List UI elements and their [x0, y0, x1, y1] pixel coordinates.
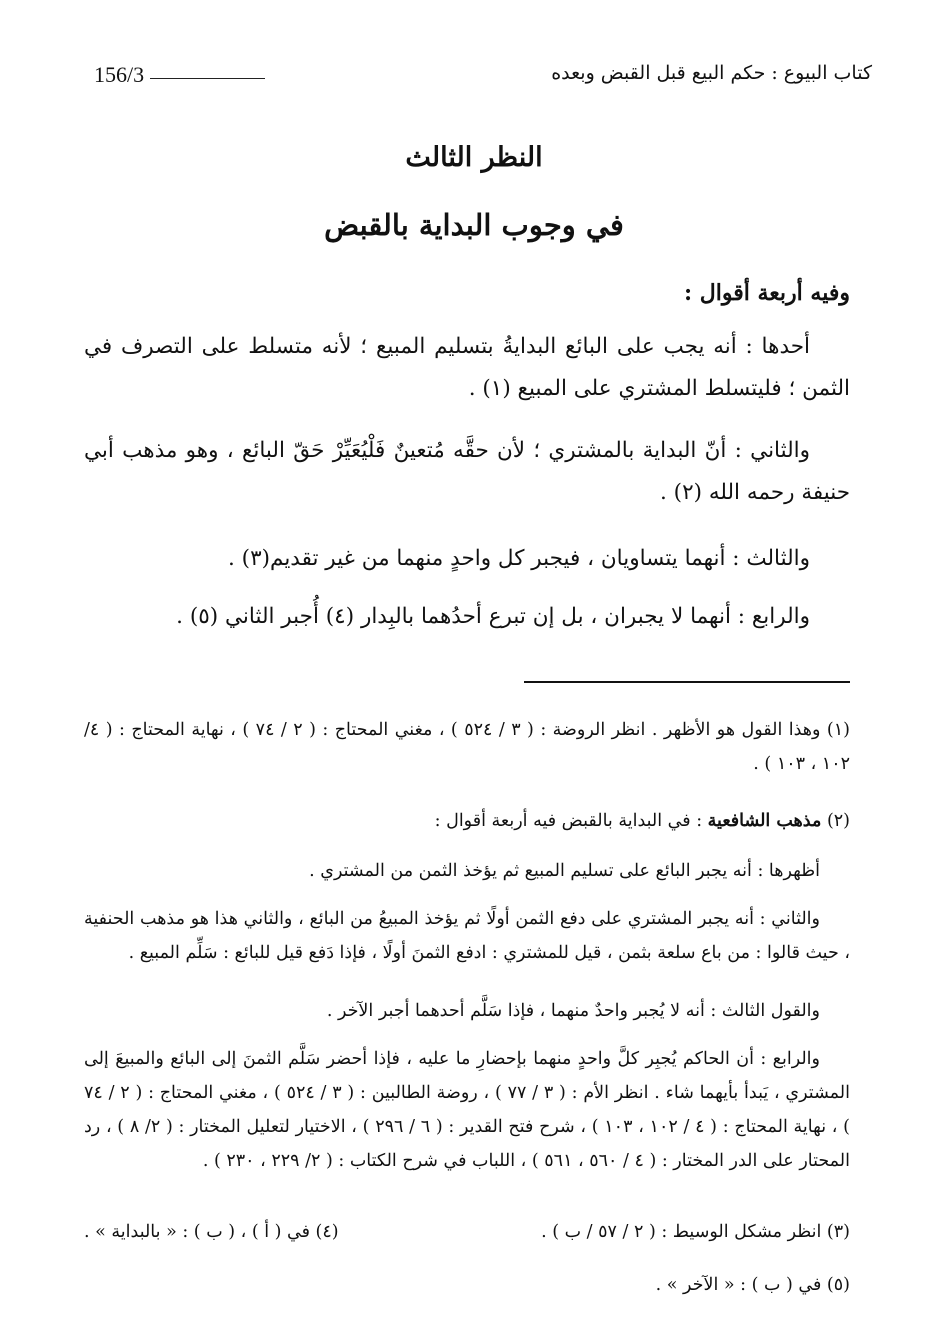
- footnote-5: (٥) في ( ب ) : « الآخر » .: [655, 1275, 850, 1295]
- paragraph-second-opinion: والثاني : أنّ البداية بالمشتري ؛ لأن حقَّه مُتعينٌ فَلْيُعَيِّرْ حَقّ البائع ، وهو مذهب أبي حنيفة رحمه الله (٢) .: [84, 438, 850, 505]
- section-title: النظر الثالث: [405, 142, 543, 173]
- footnote-4: (٤) في ( أ ) ، ( ب ) : « بالبداية » .: [84, 1222, 339, 1242]
- footnote-2-third: والقول الثالث : أنه لا يُجبر واحدٌ منهما ، فإذا سَلَّم أحدهما أجبر الآخر .: [326, 1001, 820, 1021]
- footnote-separator: [524, 681, 850, 683]
- footnote-2-bold: مذهب الشافعية: [707, 811, 822, 831]
- running-title: كتاب البيوع : حكم البيع قبل القبض وبعده: [551, 62, 872, 84]
- footnote-1: (١) وهذا القول هو الأظهر . انظر الروضة : ( ٣ / ٥٢٤ ) ، مغني المحتاج : ( ٢ / ٧٤ ) ، نهاية المحتاج : ( ٤/ ١٠٢ ، ١٠٣ ) .: [84, 720, 850, 774]
- intro-line: وفيه أربعة أقوال :: [683, 280, 850, 306]
- footnote-2-heading: [84, 804, 850, 838]
- footnote-2-second: والثاني : أنه يجبر المشتري على دفع الثمن أولًا ثم يؤخذ المبيعُ من البائع ، والثاني هذا هو مذهب الحنفية ، حيث قالوا : من باع سلعة بثمن ، قيل للمشتري : ادفع الثمنَ أولًا ، فإذا دَفع قيل للبائع : سَلِّم المبيع .: [84, 909, 850, 963]
- paragraph-third-opinion: والثالث : أنهما يتساويان ، فيجبر كل واحدٍ منهما من غير تقديم(٣) .: [228, 546, 810, 571]
- paragraph-first-opinion: أحدها : أنه يجب على البائع البدايةُ بتسليم المبيع ؛ لأنه متسلط على التصرف في الثمن ؛ فليتسلط المشتري على المبيع (١) .: [84, 334, 850, 401]
- header-rule: [150, 78, 265, 79]
- section-subtitle: في وجوب البداية بالقبض: [324, 208, 624, 242]
- page-number: 156/3: [94, 62, 145, 87]
- footnote-2-fourth: والرابع : أن الحاكم يُجبِر كلَّ واحدٍ منهما بإحضارِ ما عليه ، فإذا أحضر سَلَّم الثمنَ إلى البائع والمبيعَ إلى المشتري ، يَبدأ بأيهما شاء . انظر الأم : ( ٣ / ٧٧ ) ، روضة الطالبين : ( ٣ / ٥٢٤ ) ، مغني المحتاج : ( ٢ / ٧٤ ) ، نهاية المحتاج : ( ٤ / ١٠٢ ، ١٠٣ ) ، شرح فتح القدير : ( ٦ / ٢٩٦ ) ، الاختيار لتعليل المختار : ( ٢/ ٨ ) ، رد المحتار على الدر المختار : ( ٤ / ٥٦٠ ، ٥٦١ ) ، اللباب في شرح الكتاب : ( ٢/ ٢٢٩ ، ٢٣٠ ) .: [84, 1049, 850, 1171]
- footnote-2-marker: (٢): [826, 811, 850, 831]
- footnote-2-rest: : في البداية بالقبض فيه أربعة أقوال :: [434, 811, 703, 831]
- paragraph-fourth-opinion: والرابع : أنهما لا يجبران ، بل إن تبرع أحدُهما بالبِدار (٤) أُجبر الثاني (٥) .: [176, 604, 810, 629]
- footnote-2-first: أظهرها : أنه يجبر البائع على تسليم المبيع ثم يؤخذ الثمن من المشتري .: [309, 861, 820, 881]
- footnote-3: (٣) انظر مشكل الوسيط : ( ٢ / ٥٧ / ب ) .: [541, 1222, 850, 1242]
- footnote-3-4-row: [84, 1215, 850, 1249]
- page-header: [72, 62, 872, 102]
